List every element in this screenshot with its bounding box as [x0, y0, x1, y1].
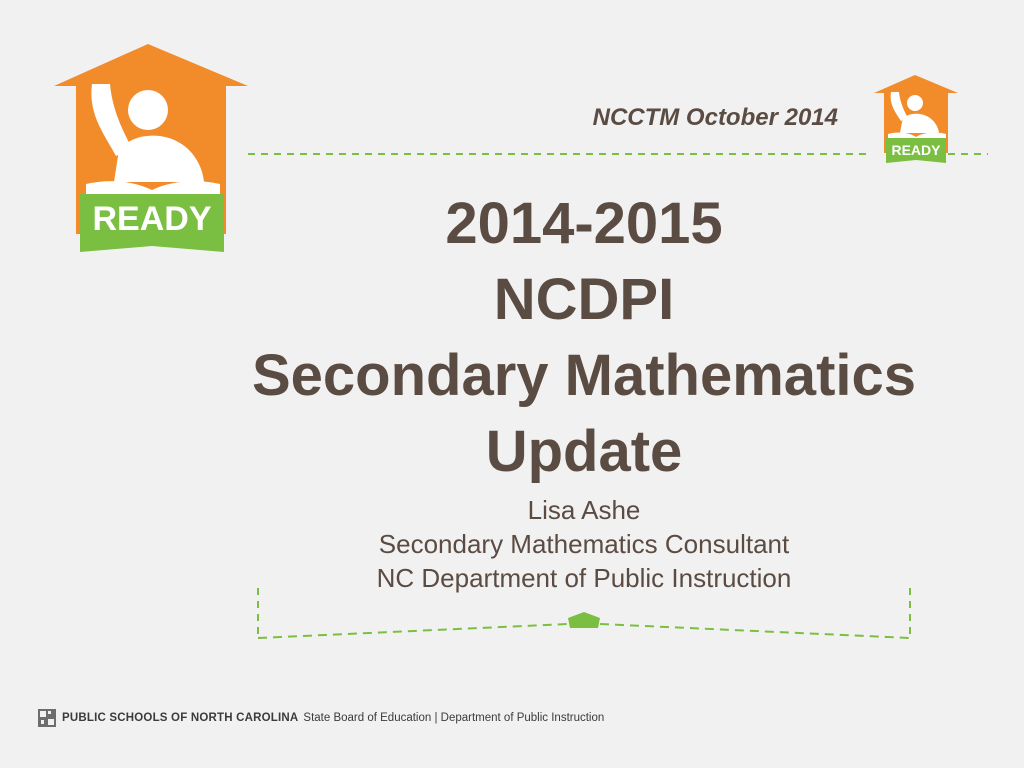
presenter-name: Lisa Ashe: [527, 495, 641, 525]
event-heading: NCCTM October 2014: [592, 104, 838, 131]
header-divider: [248, 150, 988, 158]
ready-logo-small-text: READY: [891, 142, 941, 158]
ready-logo-large-text: READY: [92, 200, 212, 238]
presenter-org: NC Department of Public Instruction: [376, 563, 792, 593]
footer: [38, 708, 604, 728]
bracket-decoration: [252, 586, 916, 644]
slide-title: [180, 186, 988, 490]
presenter-role: Secondary Mathematics Consultant: [378, 529, 790, 559]
title-line-org: NCDPI: [493, 267, 675, 332]
title-line-years: 2014-2015: [445, 191, 723, 256]
title-line-update: Update: [485, 419, 683, 484]
presenter-block: [260, 493, 908, 595]
footer-departments: State Board of Education | Department of Public Instruction: [303, 712, 605, 724]
ncdpi-seal-icon: [38, 709, 56, 727]
footer-org: PUBLIC SCHOOLS OF NORTH CAROLINA: [62, 712, 299, 724]
title-line-subject: Secondary Mathematics: [251, 343, 917, 408]
